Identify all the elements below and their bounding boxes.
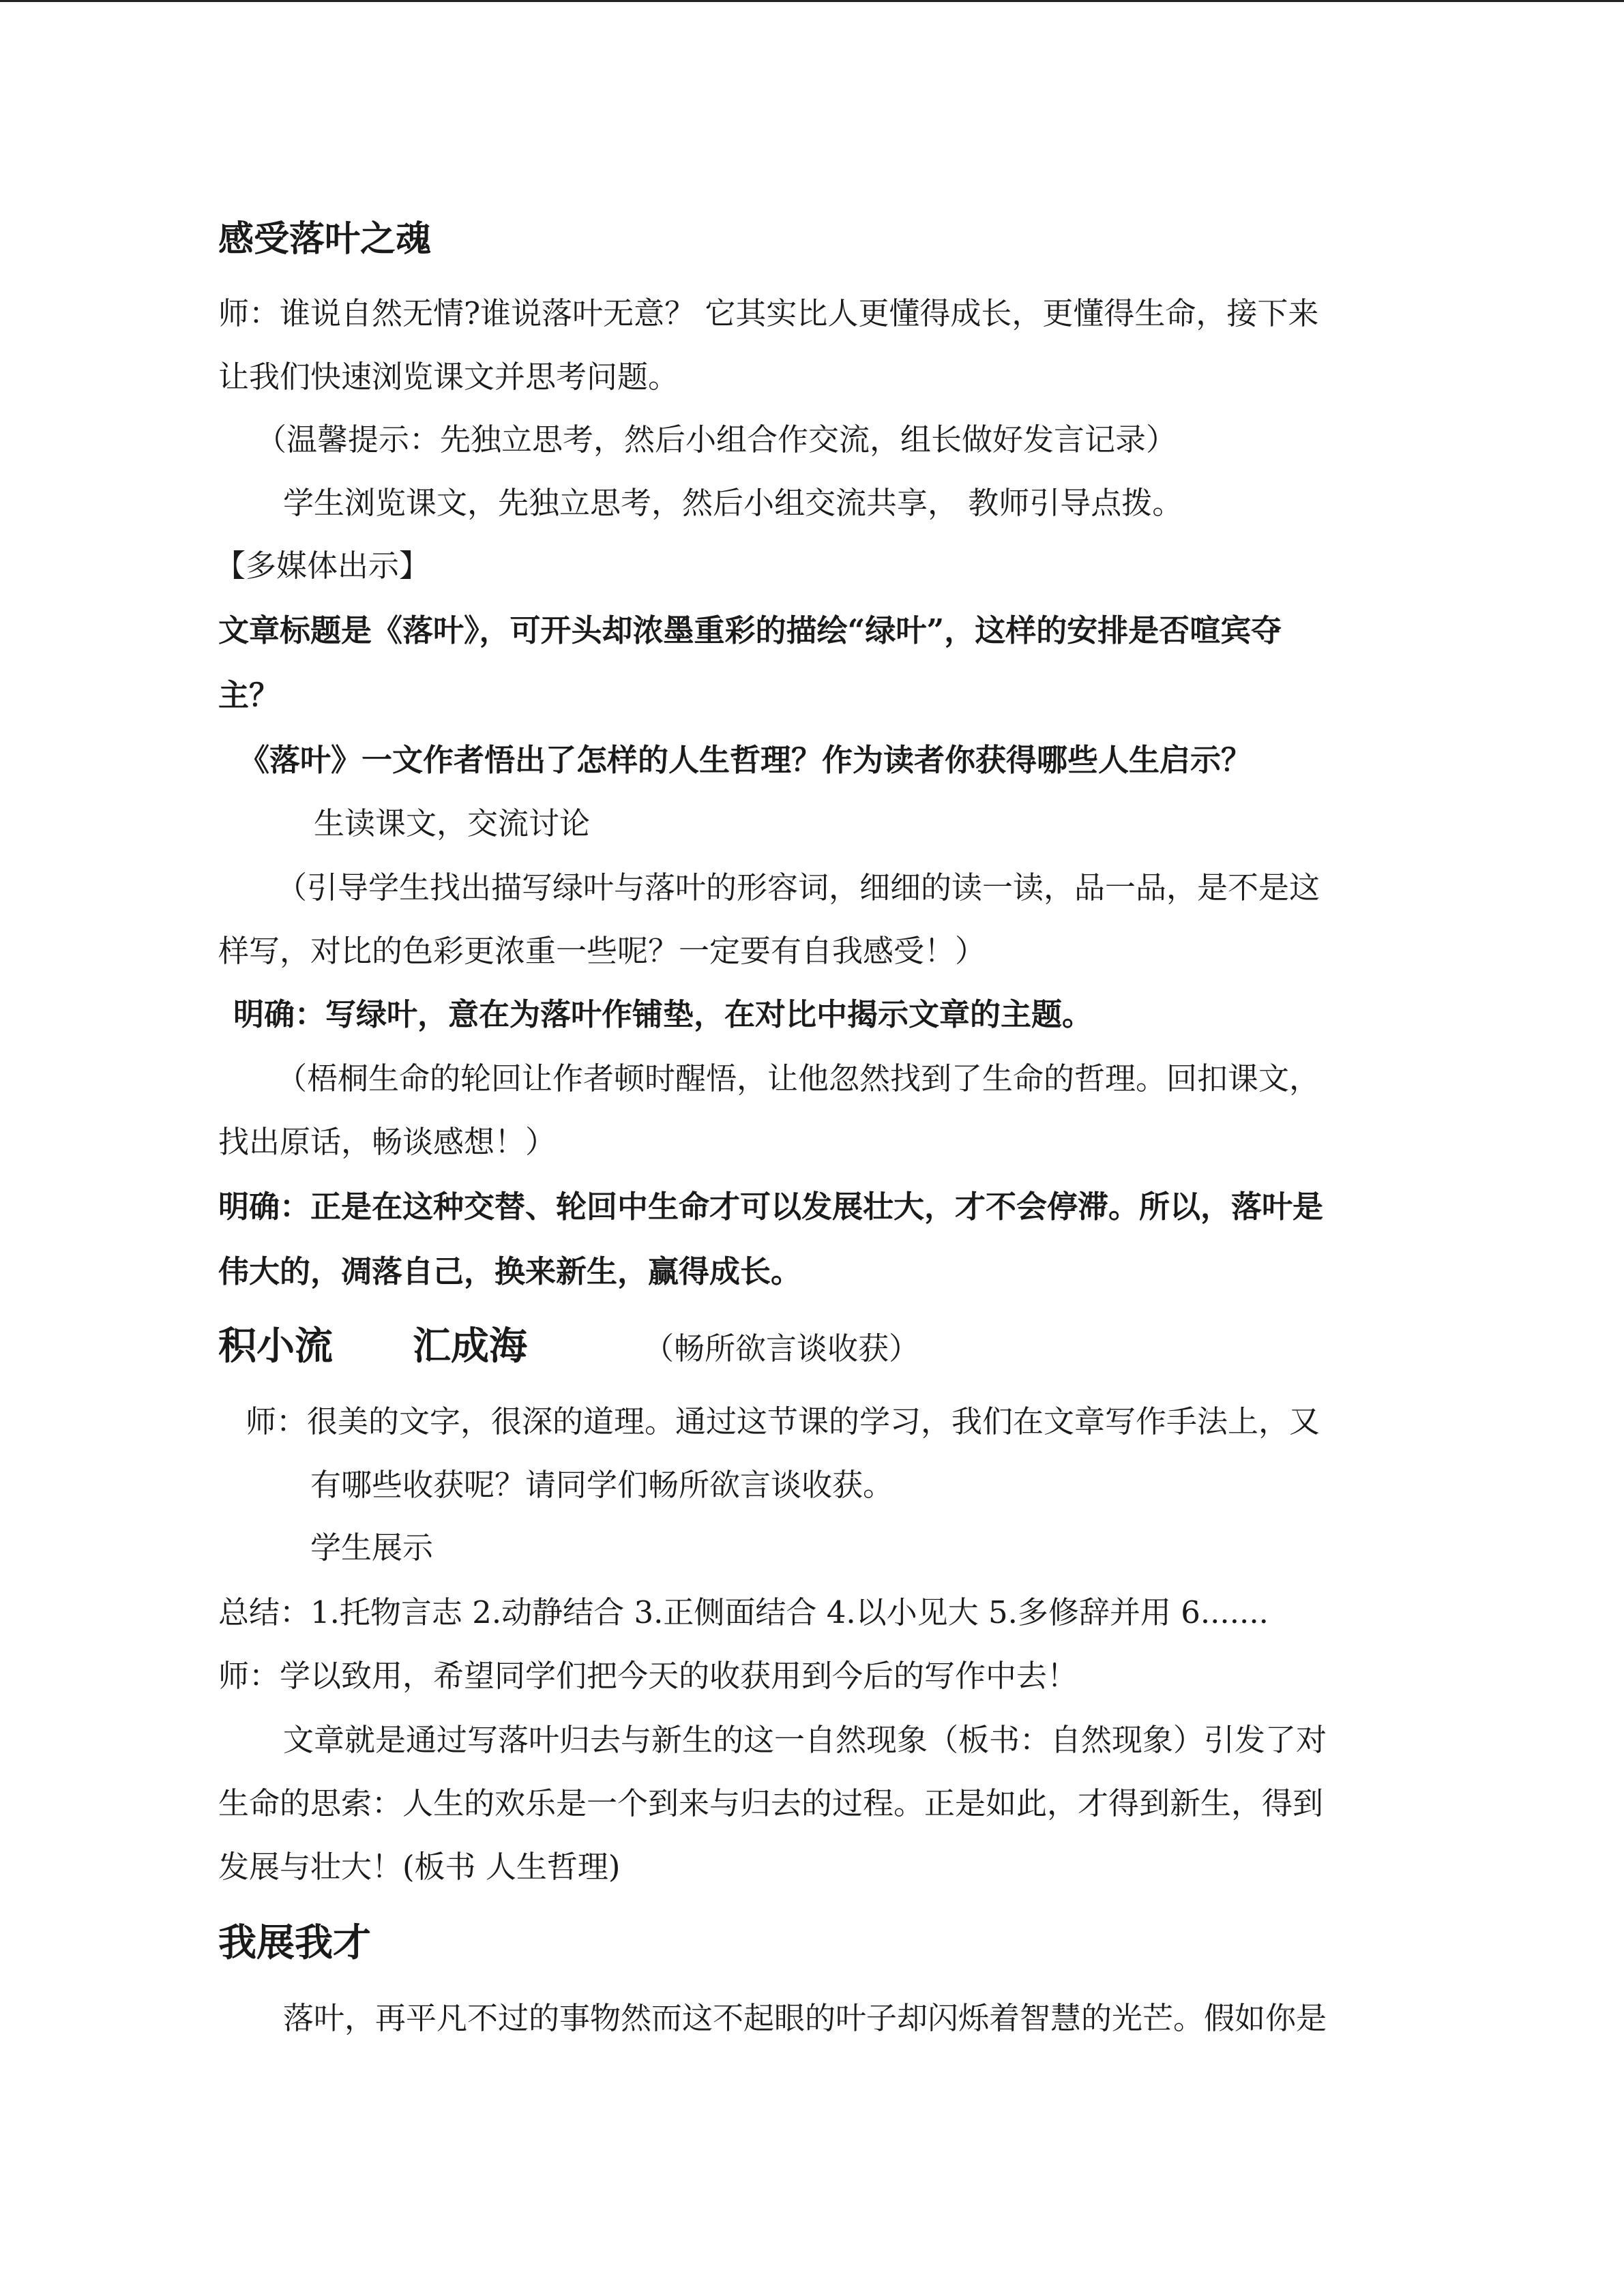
answer-2-line-2: 伟大的，凋落自己，换来新生，赢得成长。 bbox=[218, 1253, 802, 1289]
guide-2-line-1: （梧桐生命的轮回让作者顿时醒悟，让他忽然找到了生命的哲理。回扣课文， bbox=[276, 1060, 1320, 1097]
answer-1: 明确：写绿叶，意在为落叶作铺垫，在对比中揭示文章的主题。 bbox=[233, 996, 1093, 1032]
student-read: 生读课文，交流讨论 bbox=[314, 805, 591, 841]
question-1-line-1: 文章标题是《落叶》，可开头却浓墨重彩的描绘“绿叶”，这样的安排是否喧宾夺 bbox=[218, 612, 1282, 648]
section-heading-gather-streams bbox=[218, 1323, 919, 1373]
paragraph-line-3: 发展与壮大！(板书 人生哲理) bbox=[218, 1849, 621, 1885]
section-heading-show-talent: 我展我才 bbox=[218, 1921, 371, 1965]
paragraph-line-2: 生命的思索：人生的欢乐是一个到来与归去的过程。正是如此，才得到新生，得到 bbox=[218, 1785, 1324, 1821]
answer-2-line-1: 明确：正是在这种交替、轮回中生命才可以发展壮大，才不会停滞。所以，落叶是 bbox=[218, 1189, 1324, 1225]
section-heading-note: （畅所欲言谈收获） bbox=[643, 1330, 919, 1367]
teacher-closing: 师：学以致用，希望同学们把今天的收获用到今后的写作中去！ bbox=[218, 1658, 1078, 1694]
teacher-intro-line-2: 让我们快速浏览课文并思考问题。 bbox=[218, 359, 679, 395]
question-2: 《落叶》一文作者悟出了怎样的人生哲理？作为读者你获得哪些人生启示？ bbox=[239, 742, 1252, 778]
summary-list: 总结：1.托物言志 2.动静结合 3.正侧面结合 4.以小见大 5.多修辞并用 6....... bbox=[218, 1594, 1269, 1630]
paragraph-line-1: 文章就是通过写落叶归去与新生的这一自然现象（板书：自然现象）引发了对 bbox=[283, 1722, 1327, 1758]
multimedia-label: 【多媒体出示】 bbox=[215, 548, 430, 584]
guide-2-line-2: 找出原话，畅谈感想！） bbox=[218, 1124, 557, 1160]
student-activity: 学生浏览课文，先独立思考，然后小组交流共享， 教师引导点拨。 bbox=[283, 485, 1183, 521]
section-heading-falling-leaf-soul: 感受落叶之魂 bbox=[218, 219, 432, 260]
section-heading-text: 积小流 汇成海 bbox=[218, 1324, 527, 1369]
teacher-question-line-1: 师：很美的文字，很深的道理。通过这节课的学习，我们在文章写作手法上，又 bbox=[246, 1403, 1320, 1440]
warm-tip: （温馨提示：先独立思考，然后小组合作交流，组长做好发言记录） bbox=[256, 421, 1177, 458]
talent-paragraph-line-1: 落叶，再平凡不过的事物然而这不起眼的叶子却闪烁着智慧的光芒。假如你是 bbox=[283, 2000, 1327, 2036]
teacher-question-line-2: 有哪些收获呢？请同学们畅所欲言谈收获。 bbox=[310, 1467, 894, 1503]
teacher-intro-line-1: 师：谁说自然无情?谁说落叶无意？ 它其实比人更懂得成长，更懂得生命，接下来 bbox=[218, 295, 1319, 331]
guide-1-line-1: （引导学生找出描写绿叶与落叶的形容词，细细的读一读，品一品，是不是这 bbox=[276, 869, 1320, 906]
student-show: 学生展示 bbox=[310, 1530, 434, 1566]
guide-1-line-2: 样写，对比的色彩更浓重一些呢？一定要有自我感受！） bbox=[218, 933, 986, 969]
question-1-line-2: 主？ bbox=[218, 677, 280, 713]
page-top-border bbox=[0, 0, 1624, 2]
